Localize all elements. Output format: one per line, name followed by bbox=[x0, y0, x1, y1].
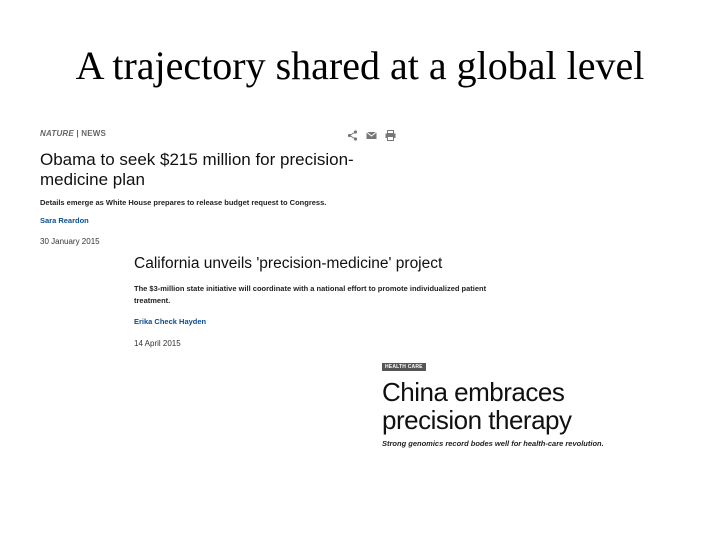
share-icon[interactable] bbox=[347, 128, 358, 139]
nature-news-clipping bbox=[40, 126, 400, 246]
article-author[interactable]: Sara Reardon bbox=[40, 216, 89, 225]
breadcrumb-separator: | bbox=[76, 128, 79, 138]
article-standfirst: Strong genomics record bodes well for health-care revolution. bbox=[382, 439, 604, 448]
china-news-clipping bbox=[382, 355, 632, 448]
breadcrumb-section[interactable]: NEWS bbox=[81, 128, 107, 138]
article-author[interactable]: Erika Check Hayden bbox=[134, 317, 207, 326]
print-icon[interactable] bbox=[385, 128, 396, 139]
california-news-clipping bbox=[134, 255, 514, 348]
breadcrumb-source[interactable]: NATURE bbox=[40, 128, 74, 138]
article-standfirst: The $3-million state initiative will coordinate with a national effort to promote individualized patient treatment. bbox=[134, 284, 487, 305]
article-date: 30 January 2015 bbox=[40, 237, 100, 246]
email-icon[interactable] bbox=[366, 128, 377, 139]
article-date: 14 April 2015 bbox=[134, 339, 181, 348]
clipping-header bbox=[40, 126, 400, 140]
article-headline[interactable]: Obama to seek $215 million for precision-medicine plan bbox=[40, 150, 354, 189]
article-headline[interactable]: California unveils 'precision-medicine' project bbox=[134, 255, 443, 272]
section-badge: HEALTH CARE bbox=[382, 363, 426, 371]
slide-title: A trajectory shared at a global level bbox=[75, 43, 645, 88]
breadcrumb bbox=[40, 129, 106, 138]
article-standfirst: Details emerge as White House prepares to release budget request to Congress. bbox=[40, 198, 327, 207]
article-headline[interactable]: China embraces precision therapy bbox=[382, 377, 572, 435]
article-tools bbox=[347, 128, 396, 139]
